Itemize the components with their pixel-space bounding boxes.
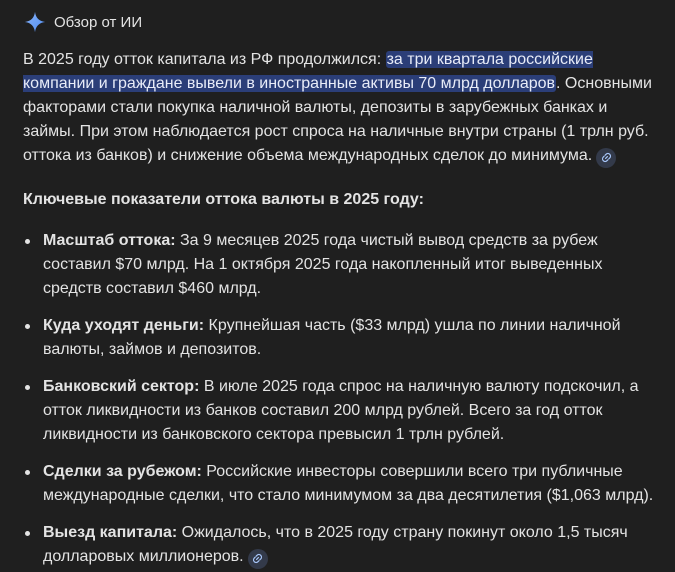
link-icon[interactable] (248, 549, 268, 569)
list-item (23, 460, 663, 508)
overview-content (23, 48, 663, 569)
intro-paragraph (23, 48, 663, 168)
point-text: Крупнейшая часть ($33 млрд) ушла по линии наличной валюты, займов и депозитов. (43, 317, 621, 358)
bullet-icon (25, 239, 30, 244)
point-text: За 9 месяцев 2025 года чистый вывод средств за рубеж составил $70 млрд. На 1 октября 2025 года накопленный итог выведенных средств составил $460 млрд. (43, 232, 603, 297)
key-points-list (23, 229, 663, 569)
list-item (23, 314, 663, 362)
list-item (23, 229, 663, 301)
section-title: Ключевые показатели оттока валюты в 2025 году: (23, 191, 424, 208)
intro-text-end: . Основными факторами стали покупка наличной валюты, депозиты в зарубежных банках и займы. При этом наблюдается рост спроса на наличные внутри страны (1 трлн руб. оттока из банков) и снижение объема международных сделок до минимума. (23, 75, 652, 164)
bullet-icon (25, 470, 30, 475)
bullet-icon (25, 531, 30, 536)
point-term: Выезд капитала: (43, 524, 178, 541)
bullet-icon (25, 324, 30, 329)
header-title: Обзор от ИИ (54, 13, 143, 31)
link-icon[interactable] (596, 148, 616, 168)
point-text: Ожидалось, что в 2025 году страну покинут около 1,5 тысяч долларовых миллионеров. (43, 524, 628, 565)
sparkle-icon (24, 11, 46, 33)
point-term: Куда уходят деньги: (43, 317, 205, 334)
intro-text-start: В 2025 году отток капитала из РФ продолжился: (23, 51, 386, 68)
highlighted-text[interactable]: за три квартала российские компании и граждане вывели в иностранные активы 70 млрд долларов (23, 51, 593, 92)
point-term: Банковский сектор: (43, 378, 200, 395)
point-text: Российские инвесторы совершили всего три публичные международные сделки, что стало минимумом за два десятилетия ($1,063 млрд). (43, 463, 654, 504)
bullet-icon (25, 385, 30, 390)
list-item (23, 521, 663, 569)
point-term: Сделки за рубежом: (43, 463, 202, 480)
point-text: В июле 2025 года спрос на наличную валюту подскочил, а отток ликвидности из банков составил 200 млрд рублей. Всего за год отток ликвидности из банковского сектора превысил 1 трлн рублей. (43, 378, 639, 443)
list-item (23, 375, 663, 447)
point-term: Масштаб оттока: (43, 232, 176, 249)
ai-overview-header (24, 10, 142, 34)
